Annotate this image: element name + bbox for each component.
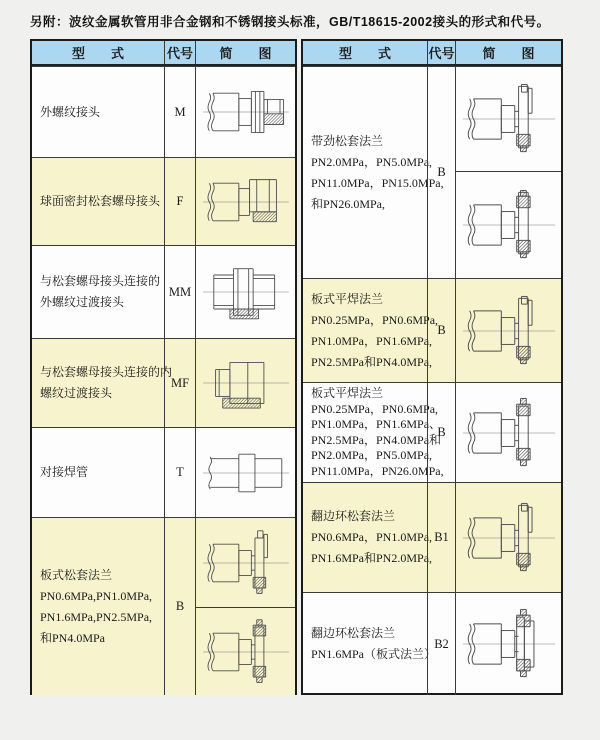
plate-weld-flange-diagram bbox=[461, 292, 557, 370]
type-line: PN1.0MPa，PN1.6MPa、 bbox=[311, 417, 442, 431]
plate-loose-flange-alt-diagram bbox=[200, 618, 292, 686]
type-line: 翻边环松套法兰 bbox=[311, 626, 396, 640]
fittings-table-left bbox=[30, 39, 297, 695]
type-cell bbox=[303, 593, 437, 695]
type-line: 螺纹过渡接头 bbox=[40, 386, 113, 400]
diagram-cell bbox=[455, 67, 561, 278]
diagram-cell bbox=[195, 158, 295, 245]
type-line: PN1.0MPa，PN1.6MPa, bbox=[311, 333, 433, 348]
diagram-sub-cell bbox=[456, 483, 561, 592]
code-cell: MF bbox=[164, 339, 195, 427]
diagram-cell bbox=[195, 339, 295, 427]
table-row bbox=[303, 66, 561, 278]
diagram-sub-cell bbox=[196, 607, 295, 695]
code-cell: B bbox=[427, 67, 455, 278]
male-adapter-nipple-diagram bbox=[200, 258, 292, 326]
plate-loose-flange-diagram bbox=[200, 529, 292, 597]
header-cell-diagram: 简 图 bbox=[455, 41, 561, 64]
code-cell: B bbox=[164, 518, 195, 695]
swivel-nut-fitting-diagram bbox=[200, 168, 292, 236]
neck-loose-flange-diagram bbox=[461, 80, 557, 158]
diagram-cell bbox=[455, 483, 561, 592]
table-header-row bbox=[303, 41, 561, 66]
table-row bbox=[32, 245, 295, 338]
table-row bbox=[303, 482, 561, 592]
code-cell: B bbox=[427, 383, 455, 482]
table-row bbox=[32, 517, 295, 695]
type-line: 板式平焊法兰 bbox=[311, 386, 384, 400]
type-line: PN2.5MPa和PN4.0MPa, bbox=[311, 354, 433, 369]
type-line: 与松套螺母接头连接的 bbox=[40, 274, 161, 288]
type-line: PN11.0MPa，PN15.0MPa, bbox=[311, 175, 444, 190]
table-row bbox=[32, 66, 295, 157]
neck-loose-flange-alt-diagram bbox=[461, 186, 557, 264]
diagram-sub-cell bbox=[456, 279, 561, 382]
lap-ring-flange-diagram bbox=[461, 499, 557, 577]
diagram-cell bbox=[195, 67, 295, 157]
type-line: 与松套螺母接头连接的内 bbox=[40, 365, 173, 379]
type-line: PN2.0MPa，PN5.0MPa, bbox=[311, 448, 433, 462]
type-line: PN2.5MPa，PN4.0MPa和 bbox=[311, 432, 442, 447]
type-cell bbox=[303, 279, 439, 382]
table-row bbox=[303, 278, 561, 382]
diagram-sub-cell bbox=[456, 593, 561, 695]
diagram-sub-cell bbox=[196, 158, 295, 245]
type-line: 对接焊管 bbox=[40, 465, 89, 479]
type-line: PN2.0MPa，PN5.0MPa, bbox=[311, 154, 433, 169]
diagram-sub-cell bbox=[196, 246, 295, 338]
type-line: 外螺纹接头 bbox=[40, 104, 101, 119]
code-cell: M bbox=[164, 67, 195, 157]
butt-weld-pipe-diagram bbox=[200, 439, 292, 507]
type-cell bbox=[32, 158, 164, 245]
type-cell bbox=[303, 483, 433, 592]
type-line: 带劲松套法兰 bbox=[311, 133, 384, 148]
type-line: PN1.6MPa,PN2.5MPa, bbox=[40, 609, 153, 624]
diagram-sub-cell bbox=[196, 518, 295, 607]
code-cell: MM bbox=[164, 246, 195, 338]
header-cell-code: 代号 bbox=[164, 41, 195, 64]
male-thread-fitting-diagram bbox=[200, 78, 292, 146]
plate-weld-flange-alt-diagram bbox=[461, 394, 557, 472]
type-line: 翻边环松套法兰 bbox=[311, 509, 396, 523]
diagram-sub-cell bbox=[456, 67, 561, 171]
page-title: 另附：波纹金属软管用非合金钢和不锈钢接头标准，GB/T18615-2002接头的形式和代号。 bbox=[30, 15, 550, 29]
type-cell bbox=[303, 67, 444, 278]
header-cell-type: 型 式 bbox=[71, 46, 124, 61]
header-cell-diagram: 简 图 bbox=[195, 41, 295, 64]
type-line: PN1.6MPa和PN2.0MPa, bbox=[311, 551, 433, 565]
diagram-sub-cell bbox=[196, 428, 295, 517]
diagram-cell bbox=[455, 593, 561, 695]
type-line: 板式松套法兰 bbox=[40, 567, 113, 582]
diagram-sub-cell bbox=[456, 171, 561, 279]
type-line: PN0.25MPa，PN0.6MPa, bbox=[311, 312, 439, 327]
table-row bbox=[32, 338, 295, 427]
type-cell bbox=[32, 246, 164, 338]
type-line: PN0.6MPa,PN1.0MPa, bbox=[40, 588, 153, 603]
lap-ring-plate-flange-diagram bbox=[461, 605, 557, 683]
diagram-cell bbox=[195, 518, 295, 695]
diagram-cell bbox=[455, 383, 561, 482]
code-cell: B1 bbox=[427, 483, 455, 592]
table-header-row bbox=[32, 41, 295, 66]
type-line: PN1.6MPa（板式法兰） bbox=[311, 647, 437, 661]
code-cell: B bbox=[427, 279, 455, 382]
type-cell bbox=[32, 67, 164, 157]
type-cell bbox=[32, 339, 173, 427]
diagram-sub-cell bbox=[196, 67, 295, 157]
table-row bbox=[303, 382, 561, 482]
table-row bbox=[303, 592, 561, 695]
female-adapter-diagram bbox=[200, 349, 292, 417]
header-cell-code: 代号 bbox=[427, 41, 455, 64]
type-line: 外螺纹过渡接头 bbox=[40, 295, 125, 309]
table-row bbox=[32, 157, 295, 245]
type-line: 板式平焊法兰 bbox=[311, 291, 384, 306]
code-cell: F bbox=[164, 158, 195, 245]
header-cell-type: 型 式 bbox=[338, 46, 391, 61]
type-line: 球面密封松套螺母接头 bbox=[40, 194, 161, 208]
code-cell: T bbox=[164, 428, 195, 517]
diagram-cell bbox=[195, 246, 295, 338]
table-row bbox=[32, 427, 295, 517]
type-cell bbox=[32, 518, 164, 695]
diagram-cell bbox=[455, 279, 561, 382]
type-line: 和PN26.0MPa, bbox=[311, 196, 386, 211]
type-cell bbox=[303, 383, 444, 482]
diagram-sub-cell bbox=[456, 383, 561, 482]
type-cell bbox=[32, 428, 164, 517]
diagram-sub-cell bbox=[196, 339, 295, 427]
type-line: PN0.25MPa，PN0.6MPa, bbox=[311, 401, 439, 416]
type-line: PN0.6MPa，PN1.0MPa, bbox=[311, 530, 433, 544]
type-line: 和PN4.0MPa bbox=[40, 630, 106, 645]
diagram-cell bbox=[195, 428, 295, 517]
fittings-table-right bbox=[301, 39, 563, 695]
type-line: PN11.0MPa，PN26.0MPa, bbox=[311, 463, 444, 478]
code-cell: B2 bbox=[427, 593, 455, 695]
